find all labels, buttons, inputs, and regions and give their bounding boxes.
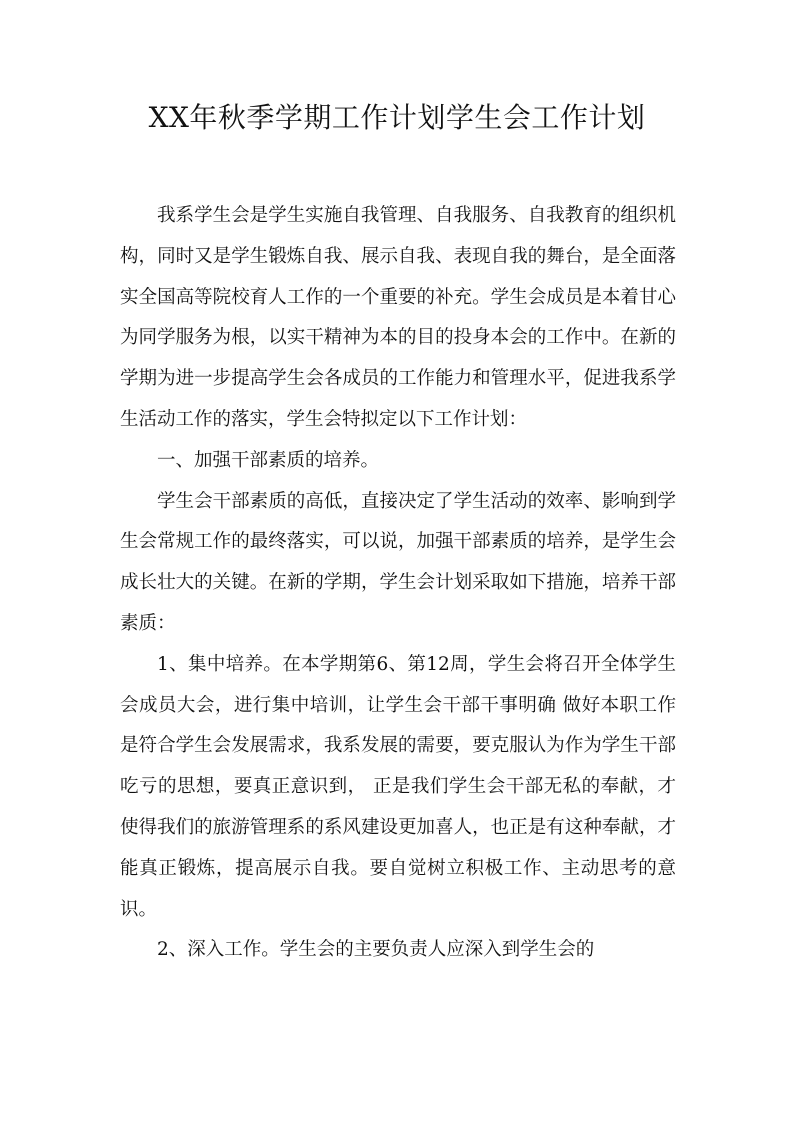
item-1-paragraph: 1、集中培养。在本学期第6、第12周，学生会将召开全体学生会成员大会，进行集中培训，让学生会干部干事明确 做好本职工作是符合学生会发展需求，我系发展的需要，要克服认为作为学生干部吃亏的思想，要真正意识到， 正是我们学生会干部无私的奉献，才使得我们的旅游管理系的系风建设更加喜人，也正是有这种奉献，才能真正锻炼，提高展示自我。要自觉树立积极工作、主动思考的意识。 [120, 653, 676, 920]
section-heading: 一、加强干部素质的培养。 [157, 449, 380, 471]
section-paragraph: 学生会干部素质的高低，直接决定了学生活动的效率、影响到学生会常规工作的最终落实，可以说，加强干部素质的培养，是学生会成长壮大的关键。在新的学期，学生会计划采取如下措施，培养干部素质： [120, 490, 676, 634]
document-body [120, 196, 676, 971]
intro-paragraph: 我系学生会是学生实施自我管理、自我服务、自我教育的组织机构，同时又是学生锻炼自我、展示自我、表现自我的舞台，是全面落实全国高等院校育人工作的一个重要的补充。学生会成员是本着甘心为同学服务为根，以实干精神为本的目的投身本会的工作中。在新的学期为进一步提高学生会各成员的工作能力和管理水平，促进我系学生活动工作的落实，学生会特拟定以下工作计划： [120, 205, 676, 430]
item-2-paragraph: 2、深入工作。学生会的主要负责人应深入到学生会的 [157, 939, 595, 961]
document-title: XX年秋季学期工作计划学生会工作计划 [148, 101, 646, 134]
